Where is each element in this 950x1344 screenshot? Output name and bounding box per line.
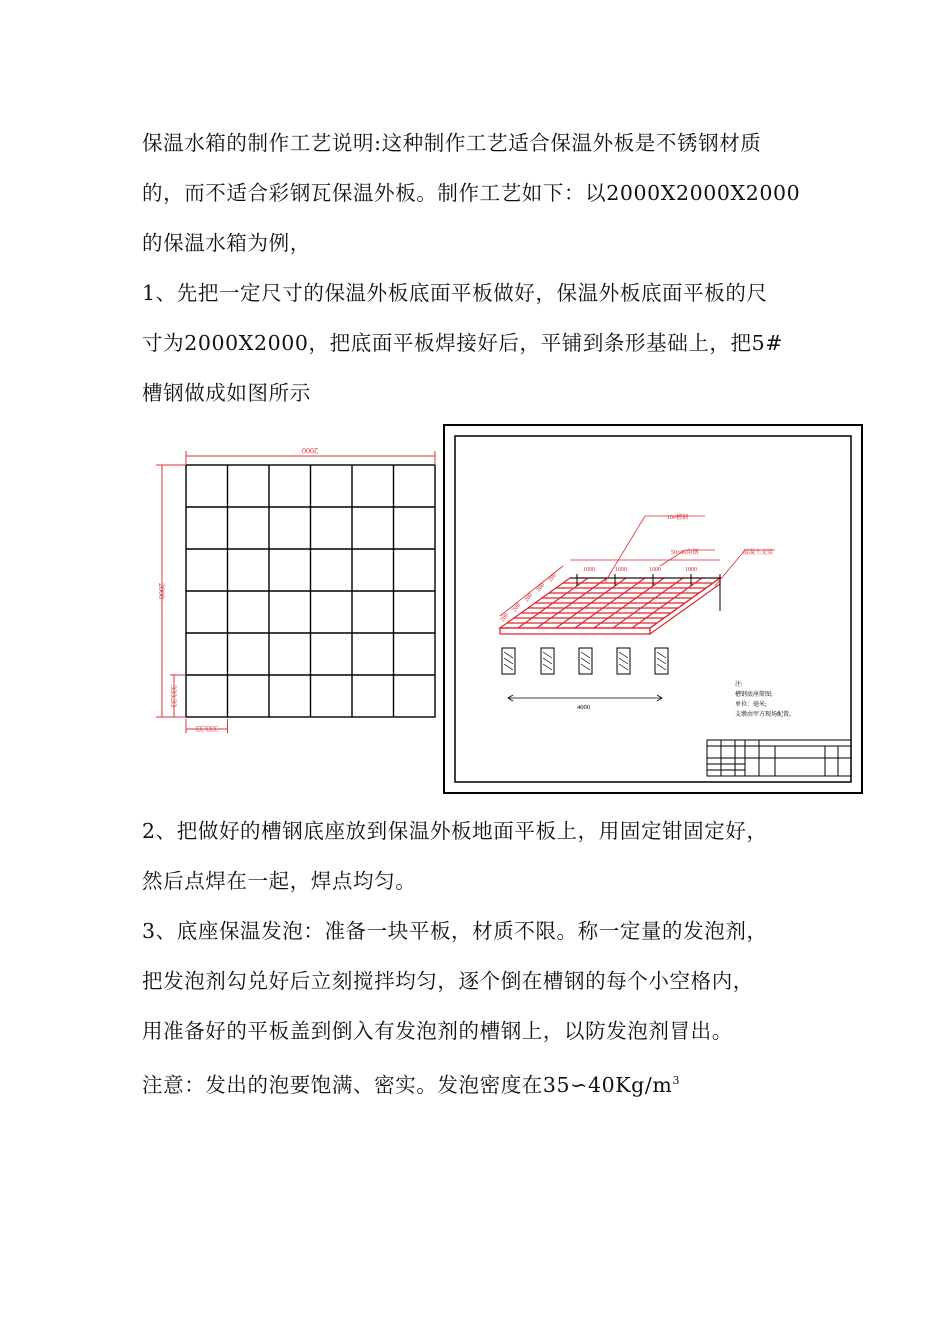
step1-line-3: 槽钢做成如图所示 — [142, 381, 311, 405]
step3-line-1: 3、底座保温发泡：准备一块平板，材质不限。称一定量的发泡剂， — [142, 919, 768, 943]
note-line-3: 单位：毫米; — [735, 702, 767, 708]
intro-line-1: 保温水箱的制作工艺说明:这种制作工艺适合保温外板是不锈钢材质 — [142, 131, 762, 155]
label-concrete-beam: 混凝土支梁 — [743, 550, 774, 556]
note-paragraph — [142, 1056, 822, 1110]
label-angle-steel: 50×50角钢 — [671, 550, 699, 556]
top-dim-3: 1000 — [649, 567, 661, 573]
side-dim-2: 200 — [511, 602, 523, 614]
channel-base-svg — [445, 426, 861, 792]
grid-cells — [186, 465, 435, 717]
bottom-panel-grid-figure — [150, 445, 440, 735]
grid-side-dimension: 2000 — [157, 583, 166, 599]
title-block — [707, 740, 851, 776]
bottom-dim-4000: 4000 — [577, 704, 590, 711]
note-line-1: 注: — [735, 682, 743, 688]
label-channel-steel: 10#槽钢 — [667, 515, 689, 521]
side-dim-1: 200 — [499, 612, 511, 624]
leader-lines — [500, 516, 775, 616]
top-dim-2: 1000 — [615, 567, 627, 573]
step3-line-2: 把发泡剂勾兑好后立刻搅拌均匀，逐个倒在槽钢的每个小空格内， — [142, 969, 754, 993]
bottom-dimension-line — [508, 695, 662, 701]
side-dim-3: 200 — [523, 592, 535, 604]
channel-base-drawing — [443, 424, 863, 794]
note-line — [142, 1056, 822, 1110]
top-dim-1: 1000 — [583, 567, 595, 573]
step2-line-1: 2、把做好的槽钢底座放到保温外板地面平板上，用固定钳固定好， — [142, 819, 768, 843]
step1-paragraph — [142, 268, 822, 418]
grid-cell-height-dimension: 333.33 — [169, 685, 178, 707]
intro-line-2: 的，而不适合彩钢瓦保温外板。制作工艺如下：以2000X2000X2000 — [142, 181, 801, 205]
step2-line-2: 然后点焊在一起，焊点均匀。 — [142, 869, 417, 893]
platform-grid — [500, 578, 720, 634]
grid-cell-width-dimension: 333.33 — [196, 724, 218, 733]
step1-line-1: 1、先把一定尺寸的保温外板底面平板做好，保温外板底面平板的尺 — [142, 281, 768, 305]
intro-line-3: 的保温水箱为例， — [142, 231, 311, 255]
side-dim-5: 200 — [547, 572, 559, 584]
grid-top-dimension: 2000 — [302, 446, 318, 455]
note-line-4: 支墩由甲方现场配置。 — [735, 712, 796, 718]
note-line-2: 槽钢底座简图; — [735, 692, 773, 698]
step2-paragraph — [142, 806, 822, 906]
step3-line-3: 用准备好的平板盖到倒入有发泡剂的槽钢上，以防发泡剂冒出。 — [142, 1019, 733, 1043]
note-unit-superscript: 3 — [672, 1074, 681, 1087]
note-text: 注意：发出的泡要饱满、密实。发泡密度在35∽40Kg/m — [142, 1072, 673, 1097]
intro-paragraph — [142, 118, 822, 268]
top-dim-4: 1000 — [685, 567, 697, 573]
step1-line-2: 寸为2000X2000，把底面平板焊接好后，平铺到条形基础上，把5# — [142, 331, 784, 355]
side-dim-4: 200 — [535, 582, 547, 594]
step3-paragraph — [142, 906, 822, 1056]
